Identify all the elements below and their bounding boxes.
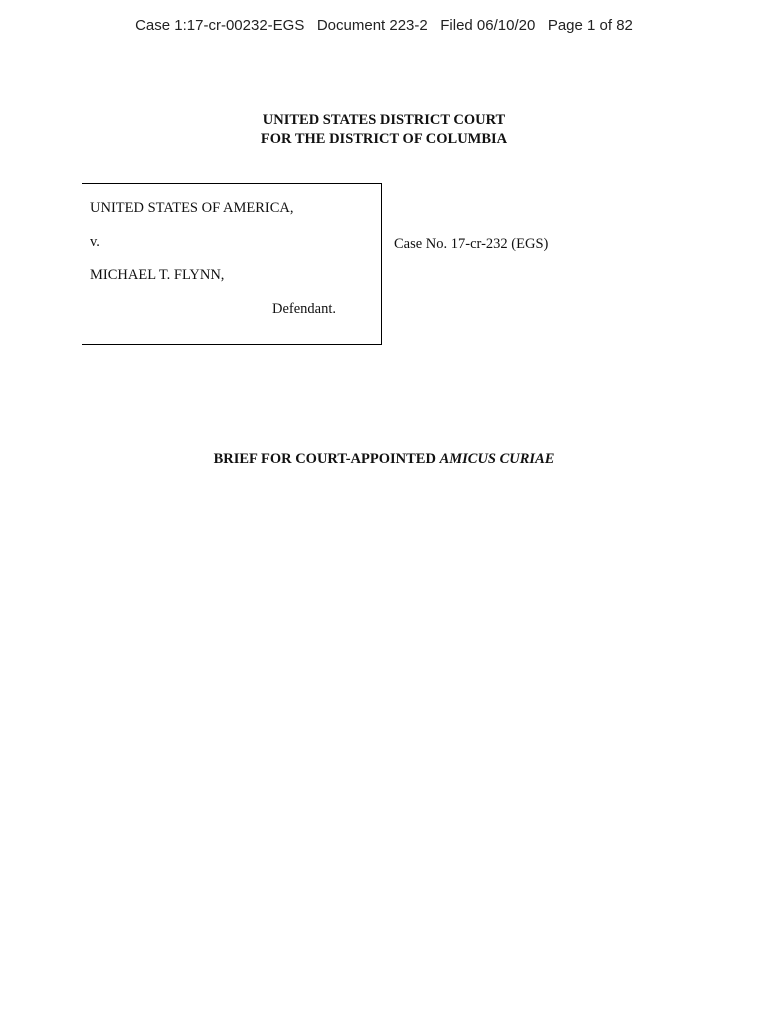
court-name-line2: FOR THE DISTRICT OF COLUMBIA bbox=[260, 131, 508, 147]
case-number: Case No. 17-cr-232 (EGS) bbox=[394, 236, 549, 252]
caption-plaintiff: UNITED STATES OF AMERICA, bbox=[90, 200, 294, 216]
court-heading bbox=[0, 111, 768, 149]
caption-defendant-role: Defendant. bbox=[271, 301, 336, 317]
caption-defendant-name: MICHAEL T. FLYNN, bbox=[90, 267, 225, 283]
filing-header: Case 1:17-cr-00232-EGS Document 223-2 Filed 06/10/20 Page 1 of 82 bbox=[135, 17, 633, 34]
caption-versus: v. bbox=[90, 234, 100, 250]
brief-title bbox=[0, 451, 768, 468]
brief-title-prefix: BRIEF FOR COURT-APPOINTED bbox=[213, 451, 440, 467]
case-caption-box bbox=[82, 183, 382, 345]
court-name-line1: UNITED STATES DISTRICT COURT bbox=[262, 112, 506, 128]
brief-title-emphasis: AMICUS CURIAE bbox=[439, 451, 555, 467]
